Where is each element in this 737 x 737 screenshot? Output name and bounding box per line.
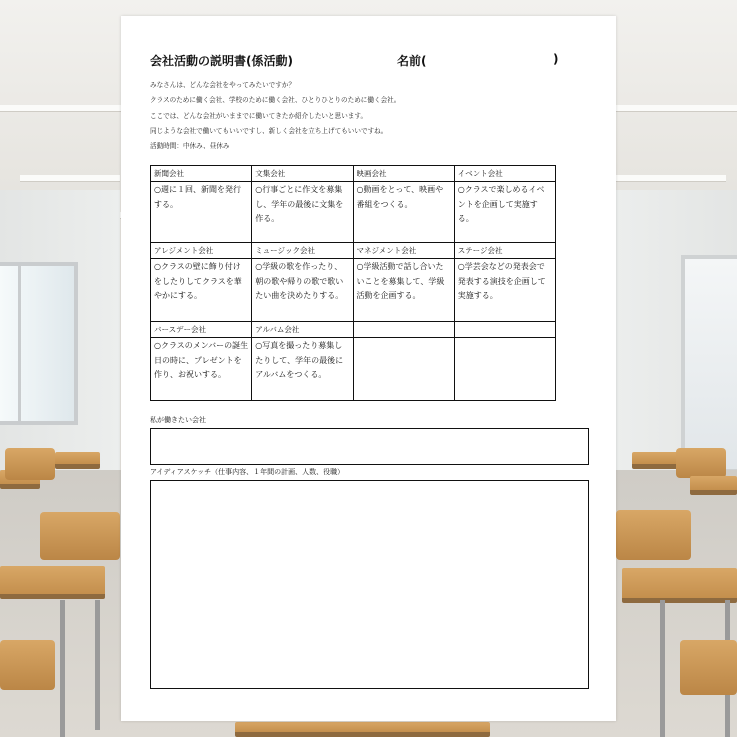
preferred-company-box[interactable] [150, 428, 589, 465]
intro-line: 同じような会社で働いてもいいですし、新しく会社を立ち上げてもいいですね。 [150, 126, 388, 135]
intro-line: ここでは、どんな会社がいままでに働いてきたか紹介したいと思います。 [150, 111, 368, 120]
window [0, 262, 78, 425]
company-name-cell: 新聞会社 [151, 166, 252, 182]
company-desc-cell: ○クラスの壁に飾り付けをしたりしてクラスを華やかにする。 [151, 259, 252, 322]
company-desc-cell [454, 338, 555, 401]
chair [676, 448, 726, 478]
chair [616, 510, 691, 560]
company-name-cell: ステージ会社 [454, 243, 555, 259]
idea-sketch-label: アイディアスケッチ（仕事内容、１年間の計画、人数、役職） [150, 468, 345, 476]
desk [235, 722, 490, 737]
preferred-company-label: 私が働きたい会社 [150, 416, 206, 424]
table-row [151, 166, 556, 182]
company-name-cell: 文集会社 [252, 166, 353, 182]
company-name-cell: バースデー会社 [151, 322, 252, 338]
company-name-cell: イベント会社 [454, 166, 555, 182]
company-name-cell: アルバム会社 [252, 322, 353, 338]
intro-line: クラスのために働く会社、学校のために働く会社、ひとりひとりのために働く会社。 [150, 96, 401, 105]
company-desc-cell: ○写真を撮ったり募集したりして、学年の最後にアルバムをつくる。 [252, 338, 353, 401]
company-desc-cell: ○学級の歌を作ったり、朝の歌や帰りの歌で歌いたい曲を決めたりする。 [252, 259, 353, 322]
company-name-cell: ミュージック会社 [252, 243, 353, 259]
intro-text [150, 78, 400, 154]
company-desc-cell [353, 338, 454, 401]
worksheet-page [121, 16, 616, 721]
intro-line: みなさんは、どんな会社をやってみたいですか？ [150, 81, 296, 89]
ceiling-light [20, 175, 120, 182]
chair [680, 640, 737, 695]
name-field-close: ) [553, 52, 559, 66]
company-name-cell: 映画会社 [353, 166, 454, 182]
chair [40, 512, 120, 560]
desk [55, 452, 100, 469]
desk [622, 568, 737, 603]
company-desc-cell: ○学級活動で話し合いたいことを募集して、学級活動を企画する。 [353, 259, 454, 322]
company-table [150, 165, 556, 401]
name-field-label: 名前( [397, 54, 427, 68]
company-desc-cell: ○クラスで楽しめるイベントを企画して実施する。 [454, 182, 555, 243]
company-name-cell [353, 322, 454, 338]
chair [5, 448, 55, 480]
table-row [151, 182, 556, 243]
chair [0, 640, 55, 690]
door [681, 255, 737, 473]
desk-leg [60, 600, 65, 737]
ceiling-light [616, 175, 726, 182]
company-desc-cell: ○行事ごとに作文を募集し、学年の最後に文集を作る。 [252, 182, 353, 243]
company-name-cell: アレジメント会社 [151, 243, 252, 259]
idea-sketch-box[interactable] [150, 480, 589, 689]
company-name-cell [454, 322, 555, 338]
desk [0, 566, 105, 599]
table-row [151, 243, 556, 259]
desk-leg [660, 600, 665, 737]
table-row [151, 259, 556, 322]
desk-leg [95, 600, 100, 730]
desk [632, 452, 682, 469]
table-row [151, 322, 556, 338]
company-desc-cell: ○動画をとって、映画や番組をつくる。 [353, 182, 454, 243]
table-row [151, 338, 556, 401]
company-desc-cell: ○学芸会などの発表会で発表する演技を企画して実施する。 [454, 259, 555, 322]
company-desc-cell: ○週に１回、新聞を発行する。 [151, 182, 252, 243]
document-title: 会社活動の説明書(係活動) [150, 54, 293, 68]
activity-time: 活動時間：中休み、昼休み [150, 142, 230, 151]
company-name-cell: マネジメント会社 [353, 243, 454, 259]
company-desc-cell: ○クラスのメンバーの誕生日の時に、プレゼントを作り、お祝いする。 [151, 338, 252, 401]
desk [690, 476, 737, 495]
